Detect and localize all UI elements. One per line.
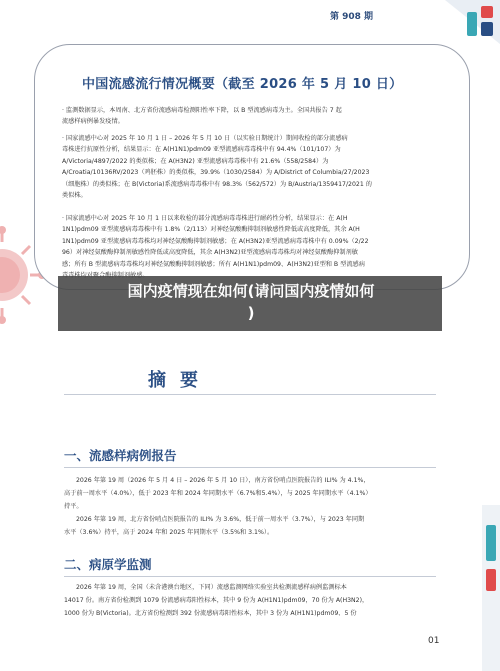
- section-etiology-body: 2026 年第 19 周，全国（未含港澳台地区，下同）流感监测网络实验室共检测流感样病例监测标本 14017 份。南方省份检测到 1079 份流感病毒阳性标本，其中 9 份为 A(H1N1)pdm09，70 份为 A(H3N2)， 1000 份为 B(Victoria)。北方省份检测到 392 份流感病毒阳性标本，其中 3 份为 A(H1N1)pdm09、5 份: [64, 584, 369, 617]
- side-decoration-icon: [472, 505, 500, 671]
- summary-paragraph-1: · 监测数据显示，本周南、北方省份流感病毒检测阳性率下降，以 B 型流感病毒为主。全国共报告 7 起 流感样病例暴发疫情。: [62, 107, 342, 126]
- summary-paragraph-2: · 国家流感中心对 2025 年 10 月 1 日 – 2026 年 5 月 10 日（以实验日期统计）期间收检的部分流感病 毒株进行抗原性分析，结果显示：在 A(H1N1)pdm09 亚型流感病毒毒株中有 94.4%（101/107）为 A/Victoria/4897/2022 的类似株；在 A(H3N2) 亚型流感病毒毒株中有 21.6%（558/2584）为 A/Croatia/10136RV/2023（鸡胚株）的类似株，39.9%（1030/2584）为 A/District of Columbia/27/2023 （细胞株）的类似株；在 B(Victoria)系流感病毒毒株中有 98.3%（562/572）为 B/Austria/1359417/2021 的 类似株。: [62, 135, 372, 200]
- page-number: 01: [428, 636, 440, 646]
- issue-number: 第 908 期: [330, 12, 374, 22]
- section-etiology-divider: [64, 576, 436, 577]
- summary-title: 中国流感流行情况概要（截至 2026 年 5 月 10 日）: [82, 77, 403, 92]
- section-ili-divider: [64, 467, 436, 468]
- abstract-heading: 摘要: [148, 370, 212, 391]
- abstract-divider: [64, 394, 436, 395]
- section-etiology-heading: 二、病原学监测: [64, 557, 152, 572]
- section-ili-heading: 一、流感样病例报告: [64, 448, 177, 463]
- corner-decoration-icon: [425, 0, 500, 48]
- page-header: [0, 0, 500, 32]
- summary-paragraph-3: · 国家流感中心对 2025 年 10 月 1 日以来收检的部分流感病毒毒株进行耐药性分析，结果显示：在 A(H 1N1)pdm09 亚型流感病毒毒株中有 1.8%（2/113）对神经氨酸酶抑制剂敏感性降低或高度降低，其余 A(H 1N1)pdm09 亚型流感病毒毒株均对神经氨酸酶抑制剂敏感；在 A(H3N2)亚型流感病毒毒株中有 0.09%（2/22 96）对神经氨酸酶抑制剂敏感性降低或高度降低，其余 A(H3N2)亚型流感病毒毒株均对神经氨酸酶抑制剂敏 感；所有 B 型流感病毒毒株均对神经氨酸酶抑制剂敏感；所有 A(H1N1)pdm09、A(H3N2)亚型和 B 型流感病: [62, 215, 369, 268]
- overlay-title: 国内疫情现在如何(请问国内疫情如何 ): [127, 282, 375, 322]
- section-ili-body: 2026 年第 19 周（2026 年 5 月 4 日 – 2026 年 5 月 10 日），南方省份哨点医院报告的 ILI% 为 4.1%， 高于前一周水平（4.0%），低于 2023 年和 2024 年同期水平（6.7%和5.4%），与 2025 年同期水平（4.1%） 持平。 2026 年第 19 周，北方省份哨点医院报告的 ILI% 为 3.6%，低于前一周水平（3.7%），与 2023 年同期 水平（3.6%）持平，高于 2024 年和 2025 年同期水平（3.5%和 3.1%）。: [64, 477, 372, 536]
